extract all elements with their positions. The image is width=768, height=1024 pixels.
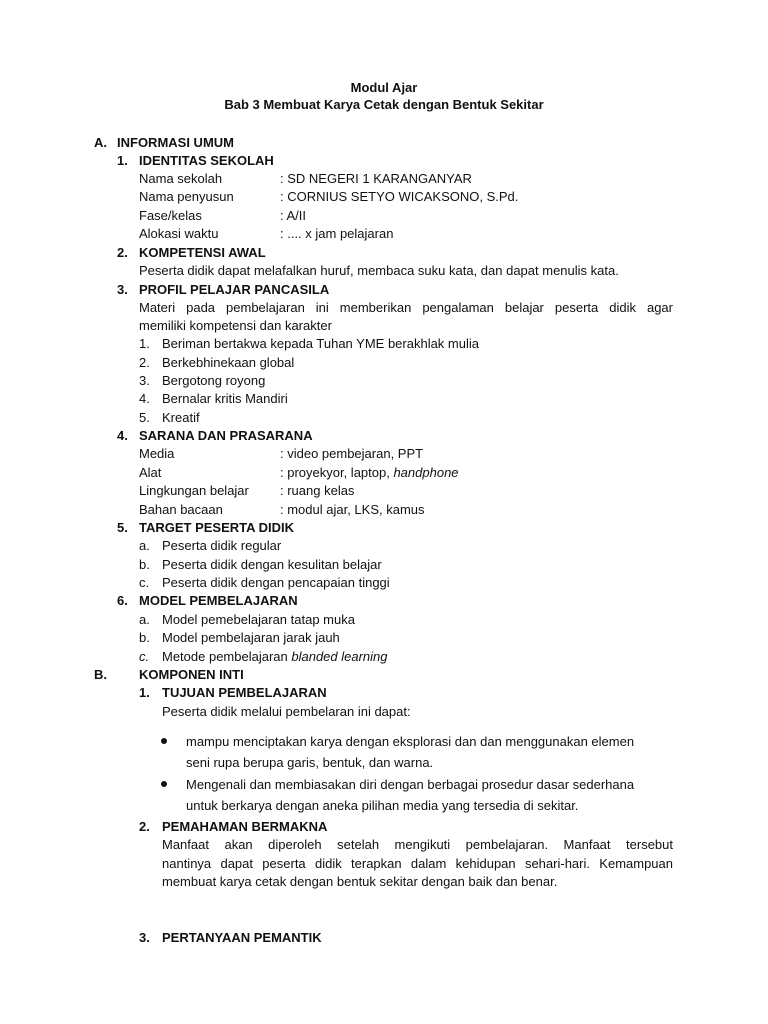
- s3-para-line2: memiliki kompetensi dan karakter: [139, 318, 332, 333]
- field-label: Alokasi waktu: [139, 226, 219, 241]
- list-item: Peserta didik dengan pencapaian tinggi: [162, 575, 390, 590]
- list-number: 1.: [139, 336, 150, 351]
- field-value-italic: handphone: [393, 465, 459, 480]
- field-value-text: : proyekyor, laptop,: [280, 465, 394, 480]
- section-b-letter: B.: [94, 667, 107, 682]
- s3-para-line1: Materi pada pembelajaran ini memberikan pengalaman belajar peserta didik agar: [139, 300, 673, 315]
- field-label: Bahan bacaan: [139, 502, 223, 517]
- field-label: Nama sekolah: [139, 171, 223, 186]
- s5-heading: TARGET PESERTA DIDIK: [139, 520, 295, 535]
- s5-num: 5.: [117, 520, 128, 535]
- bullet-icon: [161, 738, 167, 744]
- b1-heading: TUJUAN PEMBELAJARAN: [162, 685, 327, 700]
- section-a-letter: A.: [94, 135, 107, 150]
- b2-num: 2.: [139, 819, 150, 834]
- s6-num: 6.: [117, 593, 128, 608]
- s2-heading: KOMPETENSI AWAL: [139, 245, 266, 260]
- s1-heading: IDENTITAS SEKOLAH: [139, 153, 274, 168]
- field-value: : A/II: [280, 208, 307, 223]
- section-b-heading: KOMPONEN INTI: [139, 667, 244, 682]
- doc-title: Modul Ajar: [350, 80, 418, 95]
- section-a-heading: INFORMASI UMUM: [117, 135, 234, 150]
- bullet-icon: [161, 781, 167, 787]
- b1-intro: Peserta didik melalui pembelaran ini dapat:: [162, 704, 411, 719]
- list-letter: b.: [139, 557, 150, 572]
- field-value: : .... x jam pelajaran: [280, 226, 394, 241]
- list-item: Berkebhinekaan global: [162, 355, 295, 370]
- b2-para-line3: membuat karya cetak dengan bentuk sekitar dengan baik dan benar.: [162, 874, 558, 889]
- s6-heading: MODEL PEMBELAJARAN: [139, 593, 298, 608]
- b2-para-line2: nantinya dapat peserta didik terapkan dalam kehidupan sehari-hari. Kemampuan: [162, 856, 673, 871]
- list-item-italic: blanded learning: [291, 649, 388, 664]
- field-label: Nama penyusun: [139, 189, 234, 204]
- list-letter: a.: [139, 612, 150, 627]
- b2-para-line1: Manfaat akan diperoleh setelah mengikuti pembelajaran. Manfaat tersebut: [162, 837, 673, 852]
- field-value: : video pembejaran, PPT: [280, 446, 424, 461]
- field-value: : ruang kelas: [280, 483, 355, 498]
- bullet-item-line: untuk berkarya dengan aneka pilihan media yang tersedia di sekitar.: [186, 798, 579, 813]
- list-letter: a.: [139, 538, 150, 553]
- b3-num: 3.: [139, 930, 150, 945]
- field-label: Alat: [139, 465, 162, 480]
- s2-text: Peserta didik dapat melafalkan huruf, membaca suku kata, dan dapat menulis kata.: [139, 263, 619, 278]
- field-value: : CORNIUS SETYO WICAKSONO, S.Pd.: [280, 189, 519, 204]
- b2-heading: PEMAHAMAN BERMAKNA: [162, 819, 328, 834]
- s1-num: 1.: [117, 153, 128, 168]
- field-label: Lingkungan belajar: [139, 483, 249, 498]
- list-item: Peserta didik regular: [162, 538, 282, 553]
- list-number: 5.: [139, 410, 150, 425]
- s3-num: 3.: [117, 282, 128, 297]
- field-label: Media: [139, 446, 175, 461]
- field-value: : SD NEGERI 1 KARANGANYAR: [280, 171, 472, 186]
- list-letter: c.: [139, 649, 150, 664]
- list-item: Kreatif: [162, 410, 200, 425]
- b1-num: 1.: [139, 685, 150, 700]
- s4-num: 4.: [117, 428, 128, 443]
- bullet-item-line: Mengenali dan membiasakan diri dengan berbagai prosedur dasar sederhana: [186, 777, 635, 792]
- list-item: [162, 649, 388, 665]
- doc-subtitle: Bab 3 Membuat Karya Cetak dengan Bentuk Sekitar: [224, 97, 544, 112]
- s2-num: 2.: [117, 245, 128, 260]
- list-item: Model pemebelajaran tatap muka: [162, 612, 355, 627]
- list-number: 3.: [139, 373, 150, 388]
- list-letter: b.: [139, 630, 150, 645]
- list-item: Beriman bertakwa kepada Tuhan YME berakhlak mulia: [162, 336, 479, 351]
- list-letter: c.: [139, 575, 150, 590]
- list-item: Peserta didik dengan kesulitan belajar: [162, 557, 382, 572]
- list-item-text: Metode pembelajaran: [162, 649, 292, 664]
- bullet-item-line: seni rupa berupa garis, bentuk, dan warna.: [186, 755, 434, 770]
- list-item: Bergotong royong: [162, 373, 266, 388]
- list-item: Bernalar kritis Mandiri: [162, 391, 288, 406]
- s4-heading: SARANA DAN PRASARANA: [139, 428, 313, 443]
- field-value: [280, 465, 459, 481]
- list-number: 4.: [139, 391, 150, 406]
- b3-heading: PERTANYAAN PEMANTIK: [162, 930, 322, 945]
- list-number: 2.: [139, 355, 150, 370]
- bullet-item-line: mampu menciptakan karya dengan eksplorasi dan dan menggunakan elemen: [186, 734, 635, 749]
- field-value: : modul ajar, LKS, kamus: [280, 502, 425, 517]
- field-label: Fase/kelas: [139, 208, 202, 223]
- list-item: Model pembelajaran jarak jauh: [162, 630, 340, 645]
- s3-heading: PROFIL PELAJAR PANCASILA: [139, 282, 330, 297]
